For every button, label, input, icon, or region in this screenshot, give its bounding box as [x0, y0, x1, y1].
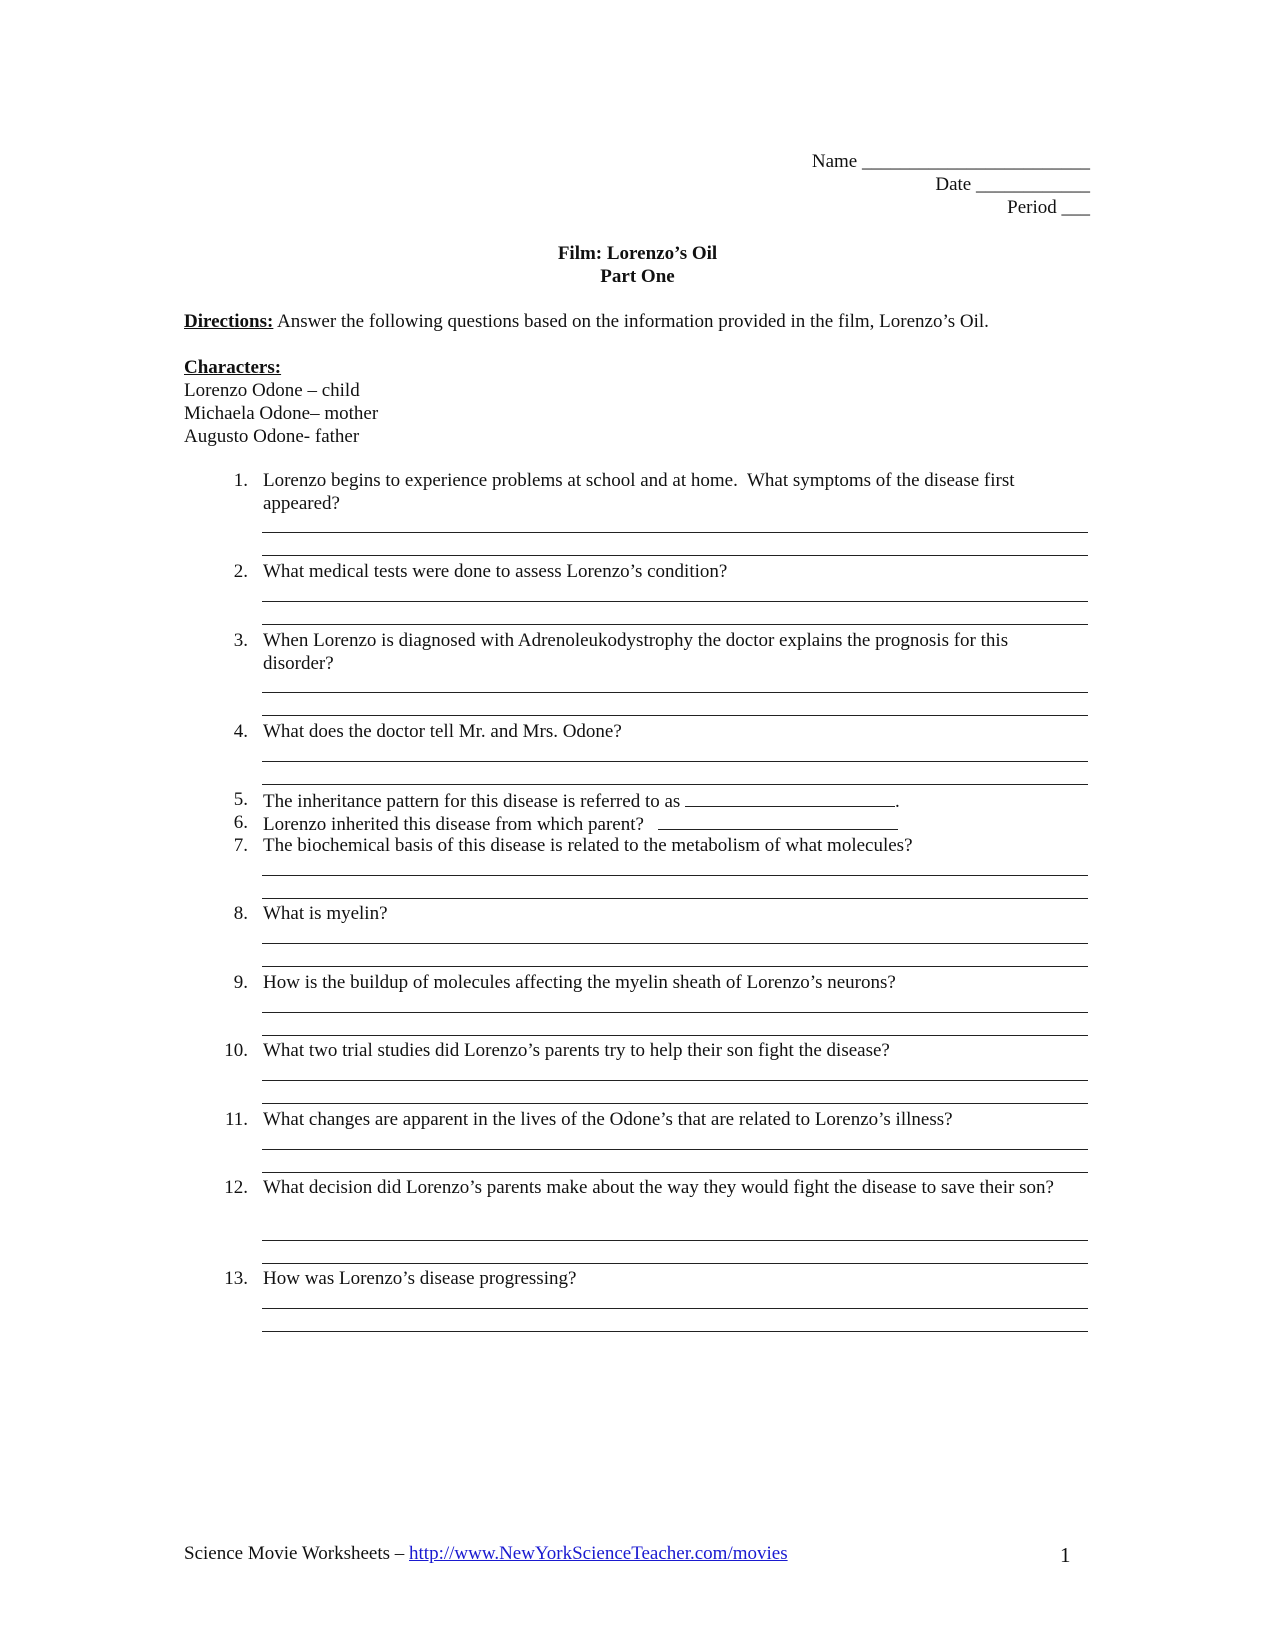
characters-label: Characters: — [184, 357, 282, 378]
answer-line[interactable] — [262, 1012, 1088, 1013]
answer-line[interactable] — [262, 1263, 1088, 1264]
question-text: How was Lorenzo’s disease progressing? — [263, 1268, 577, 1289]
answer-line[interactable] — [262, 692, 1088, 693]
question-number: 11. — [224, 1109, 248, 1130]
answer-line[interactable] — [262, 1172, 1088, 1173]
answer-line[interactable] — [262, 875, 1088, 876]
fill-in-blank[interactable] — [685, 788, 895, 807]
character-item: Augusto Odone- father — [184, 426, 360, 447]
question-text: How is the buildup of molecules affecting the myelin sheath of Lorenzo’s neurons? — [263, 972, 896, 993]
answer-line[interactable] — [262, 1080, 1088, 1081]
question-text: Lorenzo inherited this disease from which parent? — [263, 814, 644, 835]
question-text: Lorenzo begins to experience problems at school and at home. What symptoms of the disease first appeared? — [263, 470, 1020, 514]
directions — [184, 310, 1084, 333]
answer-line[interactable] — [262, 1103, 1088, 1104]
question-text-with-blank — [263, 811, 1083, 836]
page-number: 1 — [1060, 1543, 1071, 1567]
question-number: 2. — [233, 561, 248, 582]
answer-line[interactable] — [262, 715, 1088, 716]
answer-line[interactable] — [262, 784, 1088, 785]
question-number: 7. — [233, 835, 248, 856]
answer-line[interactable] — [262, 1308, 1088, 1309]
date-field[interactable]: Date ____________ — [935, 174, 1090, 195]
period-field[interactable]: Period ___ — [1007, 197, 1090, 218]
question-number: 8. — [233, 903, 248, 924]
question-text: The inheritance pattern for this disease is referred to as — [263, 791, 681, 812]
question-text: What changes are apparent in the lives of the Odone’s that are related to Lorenzo’s illness? — [263, 1109, 953, 1130]
fill-in-blank[interactable] — [658, 811, 898, 830]
name-field[interactable]: Name ________________________ — [811, 151, 1090, 172]
directions-label: Directions: — [184, 311, 274, 332]
footer — [184, 1542, 788, 1565]
question-text: What decision did Lorenzo’s parents make about the way they would fight the disease to save their son? — [263, 1177, 1054, 1198]
question-text: What medical tests were done to assess Lorenzo’s condition? — [263, 561, 728, 582]
question-number: 9. — [233, 972, 248, 993]
answer-line[interactable] — [262, 532, 1088, 533]
character-item: Michaela Odone– mother — [184, 403, 379, 424]
answer-line[interactable] — [262, 601, 1088, 602]
question-text: What is myelin? — [263, 903, 388, 924]
answer-line[interactable] — [262, 966, 1088, 967]
answer-line[interactable] — [262, 1331, 1088, 1332]
question-number: 5. — [233, 789, 248, 810]
answer-line[interactable] — [262, 943, 1088, 944]
question-number: 13. — [224, 1268, 248, 1289]
question-number: 10. — [224, 1040, 248, 1061]
directions-text: Answer the following questions based on the information provided in the film, Lorenzo’s Oil. — [273, 311, 989, 332]
question-number: 12. — [224, 1177, 248, 1198]
answer-line[interactable] — [262, 1240, 1088, 1241]
question-text-with-blank: The inheritance pattern for this disease is referred to as . — [263, 788, 1083, 813]
question-number: 4. — [233, 721, 248, 742]
answer-line[interactable] — [262, 1035, 1088, 1036]
title-line-2: Part One — [600, 266, 675, 287]
footer-label: Science Movie Worksheets – — [184, 1543, 410, 1564]
answer-line[interactable] — [262, 761, 1088, 762]
question-number: 3. — [233, 630, 248, 651]
question-number: 6. — [233, 812, 248, 833]
answer-line[interactable] — [262, 898, 1088, 899]
question-number: 1. — [233, 470, 248, 491]
title-line-1: Film: Lorenzo’s Oil — [557, 243, 718, 264]
footer-link[interactable]: http://www.NewYorkScienceTeacher.com/movies — [409, 1543, 788, 1564]
question-text: What does the doctor tell Mr. and Mrs. Odone? — [263, 721, 622, 742]
answer-line[interactable] — [262, 624, 1088, 625]
character-item: Lorenzo Odone – child — [184, 380, 360, 401]
question-text: When Lorenzo is diagnosed with Adrenoleukodystrophy the doctor explains the prognosis for this disorder? — [263, 630, 1013, 674]
question-text: The biochemical basis of this disease is related to the metabolism of what molecules? — [263, 835, 913, 856]
answer-line[interactable] — [262, 555, 1088, 556]
answer-line[interactable] — [262, 1149, 1088, 1150]
question-text: What two trial studies did Lorenzo’s parents try to help their son fight the disease? — [263, 1040, 890, 1061]
